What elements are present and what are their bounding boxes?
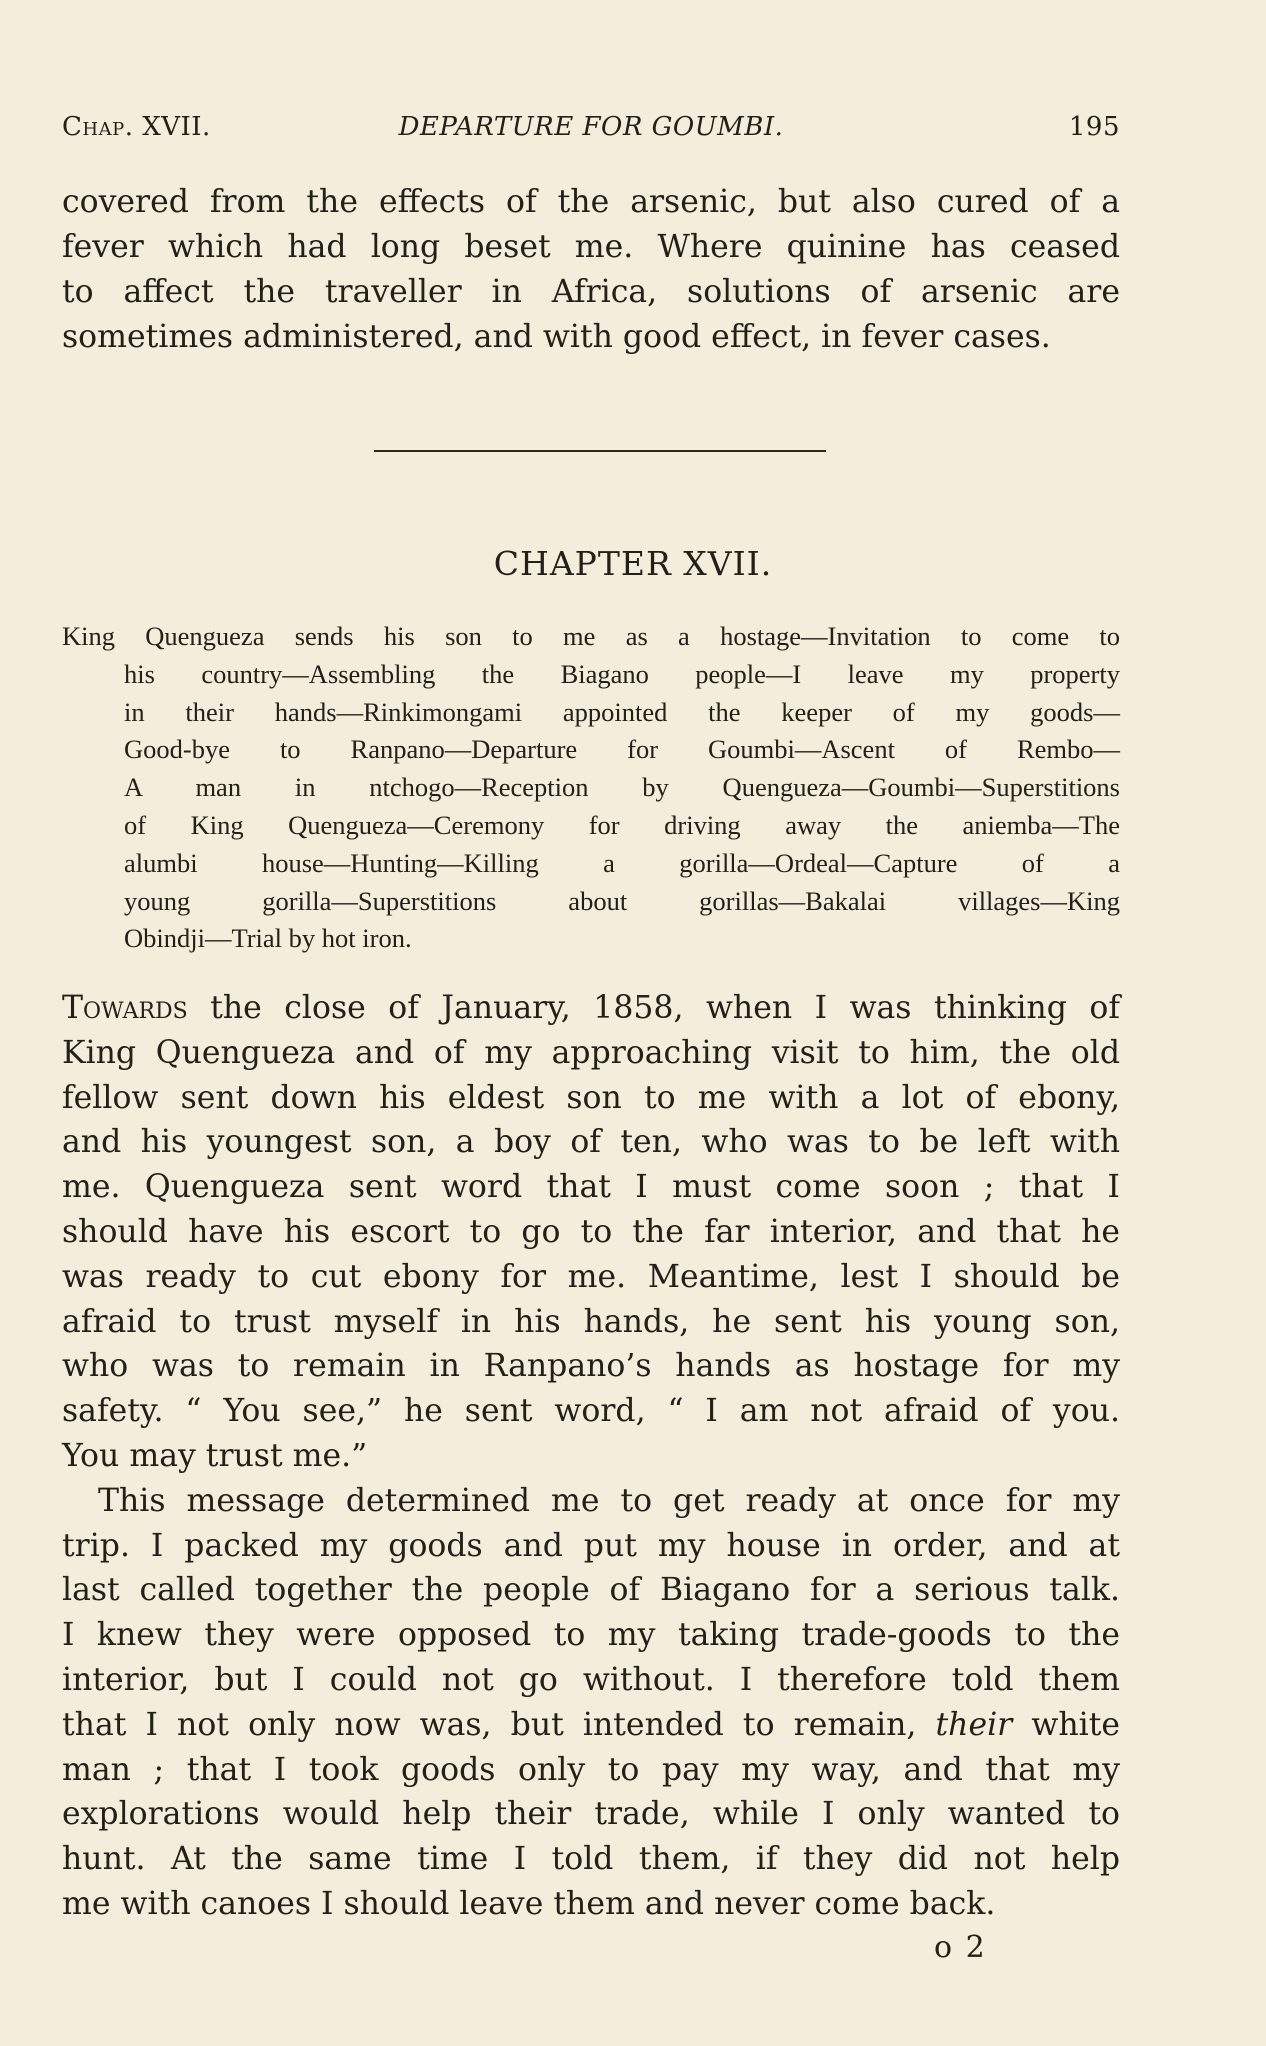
text-line (62, 986, 1120, 1031)
text-line: You may trust me.” (62, 1437, 368, 1474)
text-line: should have his escort to go to the far interior, and that he (62, 1213, 1120, 1250)
synopsis-line: King Quengueza sends his son to me as a hostage—Invitation to come to (62, 621, 1120, 651)
text-line: King Quengueza and of my approaching visit to him, the old (62, 1034, 1120, 1071)
text-line: interior, but I could not go without. I therefore told them (62, 1661, 1120, 1698)
text-line: hunt. At the same time I told them, if they did not help (62, 1841, 1120, 1878)
signature-mark: o 2 (934, 1930, 987, 1965)
line-part: that I not only now was, but intended to remain, (62, 1706, 936, 1743)
text-line: last called together the people of Biagano for a serious talk. (62, 1572, 1120, 1609)
synopsis-line: Obindji—Trial by hot iron. (124, 923, 412, 954)
synopsis-line: Good-bye to Ranpano—Departure for Goumbi—Ascent of Rembo— (124, 734, 1120, 765)
synopsis-line: A man in ntchogo—Reception by Quengueza—Goumbi—Superstitions (124, 772, 1120, 803)
chapter-synopsis (62, 618, 1120, 958)
synopsis-line: his country—Assembling the Biagano people—I leave my property (124, 658, 1120, 689)
line-rest: the close of January, 1858, when I was thinking of (187, 990, 1120, 1026)
opening-paragraph (62, 180, 1120, 360)
running-title: DEPARTURE FOR GOUMBI. (398, 112, 784, 142)
text-line: afraid to trust myself in his hands, he sent his young son, (62, 1303, 1120, 1340)
text-line: I knew they were opposed to my taking trade-goods to the (62, 1617, 1120, 1654)
text-line: me. Quengueza sent word that I must come soon ; that I (62, 1169, 1120, 1206)
synopsis-line: of King Quengueza—Ceremony for driving away the aniemba—The (124, 809, 1120, 840)
text-line: who was to remain in Ranpano’s hands as hostage for my (62, 1348, 1120, 1385)
running-head (62, 112, 1120, 152)
text-line: man ; that I took goods only to pay my way, and that my (62, 1751, 1120, 1788)
drop-word: Towards (62, 990, 188, 1026)
synopsis-line: alumbi house—Hunting—Killing a gorilla—Ordeal—Capture of a (124, 847, 1120, 878)
line-part: white (1012, 1706, 1120, 1743)
text-line: covered from the effects of the arsenic, but also cured of a (62, 184, 1120, 220)
text-line: explorations would help their trade, while I only wanted to (62, 1796, 1120, 1833)
text-line: This message determined me to get ready at once for my (98, 1482, 1120, 1519)
text-line: and his youngest son, a boy of ten, who was to be left with (62, 1124, 1120, 1161)
emphasis: their (935, 1706, 1013, 1743)
synopsis-line: in their hands—Rinkimongami appointed the keeper of my goods— (124, 696, 1120, 727)
chapter-body (62, 986, 1120, 1927)
chapter-label: Chap. XVII. (62, 112, 211, 142)
text-line: sometimes administered, and with good effect, in fever cases. (62, 319, 1051, 355)
text-line: safety. “ You see,” he sent word, “ I am not afraid of you. (62, 1393, 1120, 1430)
page-number: 195 (1068, 112, 1120, 142)
text-line: to affect the traveller in Africa, solutions of arsenic are (62, 274, 1120, 310)
text-line: me with canoes I should leave them and never come back. (62, 1885, 996, 1922)
synopsis-line: young gorilla—Superstitions about gorillas—Bakalai villages—King (124, 885, 1120, 916)
text-line: fever which had long beset me. Where quinine has ceased (62, 229, 1120, 265)
text-line: was ready to cut ebony for me. Meantime, lest I should be (62, 1258, 1120, 1295)
text-line: fellow sent down his eldest son to me with a lot of ebony, (62, 1079, 1120, 1116)
section-divider (374, 450, 826, 452)
text-line: trip. I packed my goods and put my house in order, and at (62, 1527, 1120, 1564)
chapter-title: CHAPTER XVII. (493, 544, 773, 583)
text-line (62, 1703, 1120, 1748)
